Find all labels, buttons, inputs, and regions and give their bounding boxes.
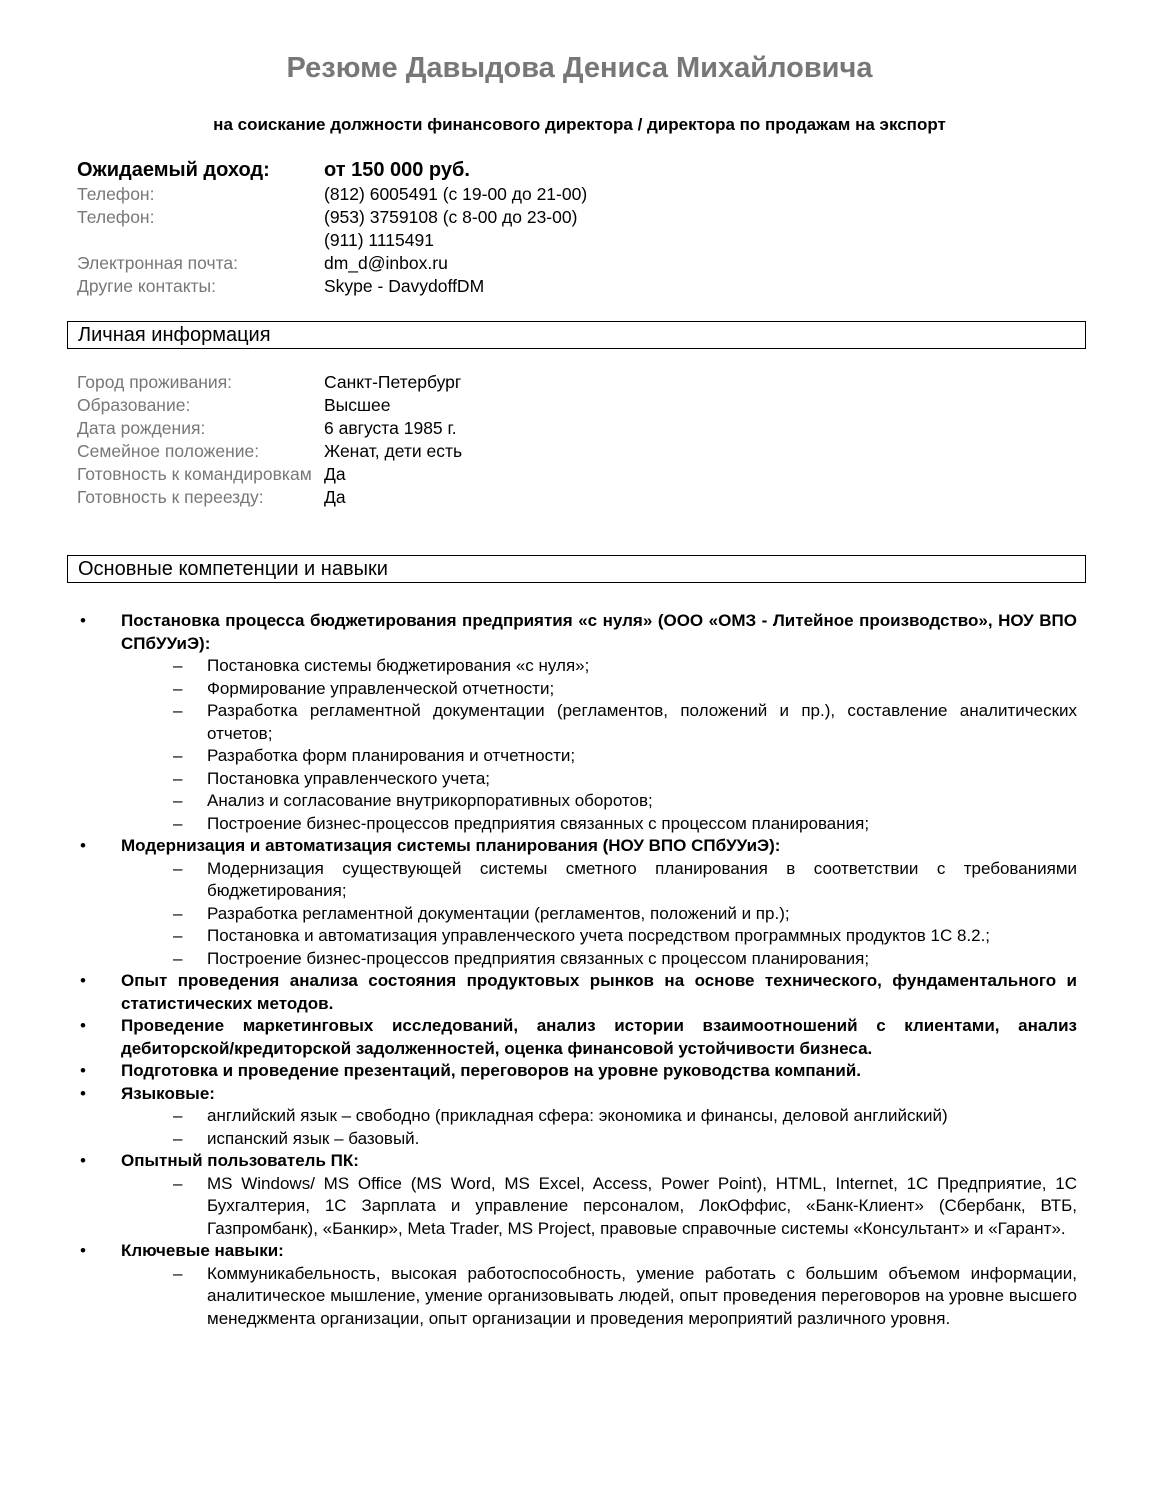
skill-subitem	[77, 678, 1077, 701]
skills-list	[77, 610, 1077, 1330]
skill-item	[77, 1240, 1077, 1263]
info-row	[77, 417, 1077, 440]
skill-subitem-text: испанский язык – базовый.	[207, 1128, 420, 1148]
skill-subitem	[77, 1105, 1077, 1128]
income-value: от 150 000 руб.	[324, 159, 470, 181]
skill-subitem-text: Анализ и согласование внутрикорпоративных оборотов;	[207, 791, 653, 810]
bullet-icon: •	[80, 971, 86, 990]
skill-subitem-text: Разработка регламентной документации (регламентов, положений и пр.);	[207, 903, 790, 923]
section-personal-heading: Личная информация	[67, 321, 1086, 349]
skill-subitem	[77, 948, 1077, 971]
resume-subtitle: на соискание должности финансового директора / директора по продажам на экспорт	[213, 115, 946, 134]
skill-item	[77, 1150, 1077, 1173]
skill-item	[77, 970, 1077, 1015]
skill-subitem	[77, 903, 1077, 926]
skill-subitem-text: Постановка управленческого учета;	[207, 768, 491, 788]
dash-icon: –	[173, 1106, 183, 1125]
info-row	[77, 206, 1077, 229]
resume-title: Резюме Давыдова Дениса Михайловича	[286, 52, 873, 84]
skill-subitem-text: английский язык – свободно (прикладная сфера: экономика и финансы, деловой английский)	[207, 1106, 948, 1125]
info-value: (911) 1115491	[324, 230, 434, 250]
bullet-icon: •	[80, 1151, 86, 1170]
dash-icon: –	[173, 813, 183, 833]
info-label: Другие контакты:	[77, 276, 217, 296]
dash-icon: –	[173, 948, 183, 968]
skill-subitem-text: Модернизация существующей системы сметного планирования в соответствии с требованиями бюджетирования;	[207, 858, 1077, 900]
skill-subitem	[77, 1263, 1077, 1331]
info-label: Образование:	[77, 395, 191, 415]
skill-title: Опытный пользователь ПК:	[121, 1151, 359, 1170]
info-row	[77, 463, 1077, 486]
skill-title: Языковые:	[121, 1083, 215, 1103]
info-label: Электронная почта:	[77, 253, 239, 273]
info-value: (953) 3759108 (с 8-00 до 23-00)	[324, 207, 578, 227]
skill-subitem	[77, 925, 1077, 948]
info-row	[77, 229, 1077, 252]
info-row	[77, 252, 1077, 275]
info-value: Санкт-Петербург	[324, 372, 462, 392]
bullet-icon: •	[80, 1016, 86, 1035]
info-row	[77, 486, 1077, 509]
bullet-icon: •	[80, 1083, 86, 1103]
skill-subitem-text: MS Windows/ MS Office (MS Word, MS Excel, Access, Power Point), HTML, Internet, 1С Предприятие, 1С Бухгалтерия, 1С Зарплата и управление персоналом, ЛокОффис, «Банк-Клиент» (Сбербанк, ВТБ, Газпромбанк), «Банкир», Meta Trader, MS Project, правовые справочные системы «Консультант» и «Гарант».	[207, 1173, 1077, 1238]
info-row	[77, 440, 1077, 463]
skill-title: Опыт проведения анализа состояния продуктовых рынков на основе технического, фундаментального и статистических методов.	[121, 971, 1077, 1013]
info-value: (812) 6005491 (с 19-00 до 21-00)	[324, 184, 588, 204]
skill-subitem-text: Построение бизнес-процессов предприятия связанных с процессом планирования;	[207, 948, 870, 968]
skill-subitem	[77, 858, 1077, 903]
bullet-icon: •	[80, 1061, 86, 1080]
info-value: dm_d@inbox.ru	[324, 253, 448, 273]
skill-subitem	[77, 700, 1077, 745]
skill-title: Постановка процесса бюджетирования предприятия «с нуля» (ООО «ОМЗ - Литейное производство», НОУ ВПО СПбУУиЭ):	[121, 611, 1077, 653]
skill-title: Модернизация и автоматизация системы планирования (НОУ ВПО СПбУУиЭ):	[121, 836, 781, 855]
info-label: Телефон:	[77, 184, 155, 204]
info-label: Готовность к командировкам	[77, 464, 312, 484]
dash-icon: –	[173, 768, 183, 788]
skill-item	[77, 1015, 1077, 1060]
contacts-block	[77, 157, 1077, 298]
info-label: Семейное положение:	[77, 441, 260, 461]
skill-subitem-text: Построение бизнес-процессов предприятия связанных с процессом планирования;	[207, 813, 870, 833]
skill-subitem	[77, 813, 1077, 836]
skill-subitem-text: Коммуникабельность, высокая работоспособность, умение работать с большим объемом информации, аналитическое мышление, умение организовывать людей, опыт проведения переговоров на уровне высшего менеджмента организации, опыт организации и проведения мероприятий различного уровня.	[207, 1263, 1077, 1328]
bullet-icon: •	[80, 611, 86, 630]
dash-icon: –	[173, 1128, 183, 1148]
income-label: Ожидаемый доход:	[77, 159, 270, 181]
skill-item	[77, 1083, 1077, 1106]
skill-subitem	[77, 1128, 1077, 1151]
dash-icon: –	[173, 701, 183, 720]
info-row	[77, 371, 1077, 394]
skill-subitem-text: Постановка и автоматизация управленческого учета посредством программных продуктов 1С 8.2.;	[207, 926, 991, 945]
info-label: Город проживания:	[77, 372, 233, 392]
skill-subitem	[77, 655, 1077, 678]
info-value: Высшее	[324, 395, 391, 415]
skill-title: Проведение маркетинговых исследований, анализ истории взаимоотношений с клиентами, анализ дебиторской/кредиторской задолженностей, оценка финансовой устойчивости бизнеса.	[121, 1016, 1077, 1058]
dash-icon: –	[173, 1173, 183, 1193]
bullet-icon: •	[80, 836, 86, 855]
info-value: Skype - DavydoffDM	[324, 276, 485, 296]
skill-subitem-text: Разработка регламентной документации (регламентов, положений и пр.), составление аналитических отчетов;	[207, 701, 1077, 743]
section-skills-heading: Основные компетенции и навыки	[67, 555, 1086, 583]
dash-icon: –	[173, 746, 183, 765]
skill-subitem	[77, 1173, 1077, 1241]
dash-icon: –	[173, 858, 183, 878]
skill-subitem	[77, 790, 1077, 813]
skill-item	[77, 610, 1077, 655]
skill-subitem-text: Разработка форм планирования и отчетности;	[207, 746, 576, 765]
bullet-icon: •	[80, 1241, 86, 1260]
skill-title: Подготовка и проведение презентаций, переговоров на уровне руководства компаний.	[121, 1061, 862, 1080]
dash-icon: –	[173, 791, 183, 810]
skill-subitem	[77, 745, 1077, 768]
info-label: Готовность к переезду:	[77, 487, 264, 507]
dash-icon: –	[173, 656, 183, 675]
personal-block	[77, 371, 1077, 509]
info-row	[77, 275, 1077, 298]
skill-subitem	[77, 768, 1077, 791]
skill-subitem-text: Постановка системы бюджетирования «с нуля»;	[207, 656, 590, 675]
info-label	[77, 229, 324, 252]
dash-icon: –	[173, 678, 183, 698]
dash-icon: –	[173, 903, 183, 923]
info-value: Да	[324, 464, 346, 484]
skill-title: Ключевые навыки:	[121, 1241, 284, 1260]
info-label: Дата рождения:	[77, 418, 206, 438]
info-row	[77, 183, 1077, 206]
info-value: Женат, дети есть	[324, 441, 463, 461]
income-row	[77, 157, 1077, 183]
info-row	[77, 394, 1077, 417]
dash-icon: –	[173, 1263, 183, 1283]
dash-icon: –	[173, 926, 183, 945]
skill-item	[77, 1060, 1077, 1083]
info-value: Да	[324, 487, 346, 507]
skill-subitem-text: Формирование управленческой отчетности;	[207, 678, 555, 698]
skill-item	[77, 835, 1077, 858]
info-value: 6 августа 1985 г.	[324, 418, 457, 438]
info-label: Телефон:	[77, 207, 155, 227]
